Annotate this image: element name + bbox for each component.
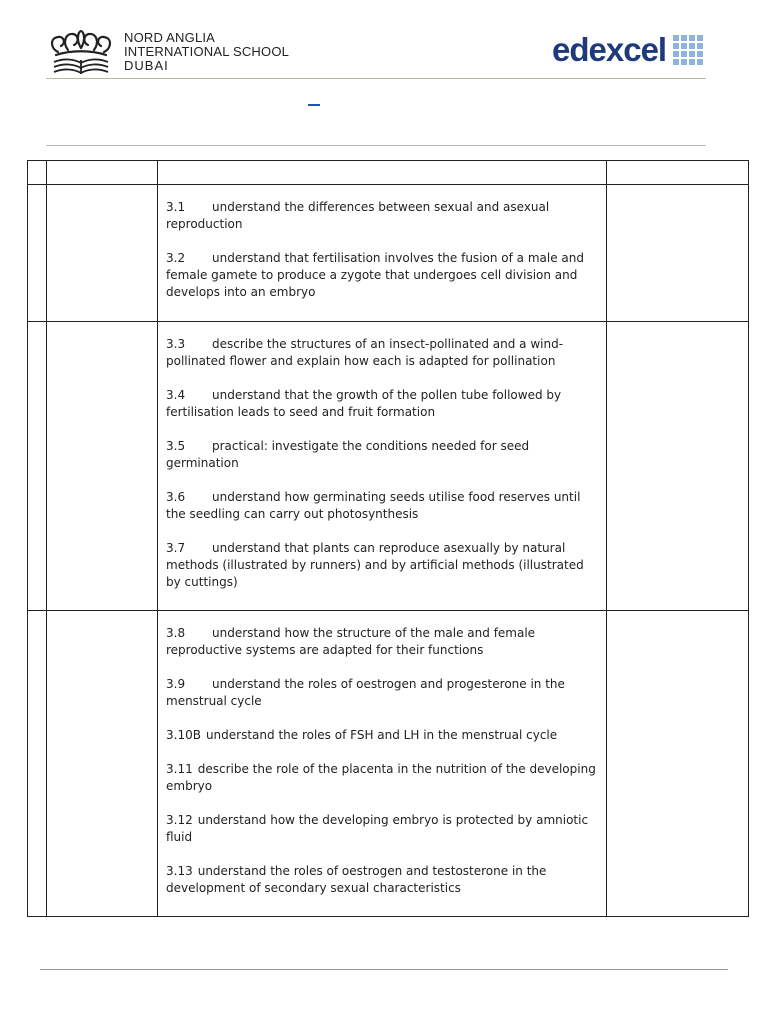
empty-cell bbox=[607, 322, 749, 611]
objective-number: 3.2 bbox=[166, 251, 186, 265]
objective-item bbox=[166, 489, 598, 523]
header-cell bbox=[158, 161, 607, 185]
objective-text: understand the roles of oestrogen and testosterone in the development of secondary sexual characteristics bbox=[166, 864, 547, 895]
footer-divider bbox=[40, 969, 728, 970]
objective-text: understand that the growth of the pollen tube followed by fertilisation leads to seed and fruit formation bbox=[166, 388, 562, 419]
objective-text: understand the roles of oestrogen and progesterone in the menstrual cycle bbox=[166, 677, 565, 708]
objective-text: describe the role of the placenta in the nutrition of the developing embryo bbox=[166, 762, 596, 793]
edexcel-logo bbox=[552, 30, 703, 70]
objective-text: practical: investigate the conditions needed for seed germination bbox=[166, 439, 530, 470]
objective-item bbox=[166, 676, 598, 710]
empty-cell bbox=[47, 322, 158, 611]
objective-text: understand how the developing embryo is protected by amniotic fluid bbox=[166, 813, 589, 844]
section-divider bbox=[46, 145, 706, 146]
empty-cell bbox=[28, 611, 47, 917]
objective-item bbox=[166, 336, 598, 370]
school-name-line3: DUBAI bbox=[124, 58, 169, 73]
empty-cell bbox=[28, 185, 47, 322]
table-header-row bbox=[28, 161, 749, 185]
objective-number: 3.3 bbox=[166, 337, 186, 351]
objective-item bbox=[166, 540, 598, 591]
objective-number: 3.12 bbox=[166, 813, 193, 827]
objective-text: understand how germinating seeds utilise food reserves until the seedling can carry out photosynthesis bbox=[166, 490, 581, 521]
objective-number: 3.7 bbox=[166, 541, 186, 555]
objective-item bbox=[166, 761, 598, 795]
objective-number: 3.1 bbox=[166, 200, 186, 214]
objective-number: 3.11 bbox=[166, 762, 193, 776]
empty-cell bbox=[47, 611, 158, 917]
blue-dash-mark bbox=[308, 104, 320, 106]
objective-text: describe the structures of an insect-pollinated and a wind-pollinated flower and explain how each is adapted for pollination bbox=[166, 337, 564, 368]
empty-cell bbox=[607, 185, 749, 322]
objective-number: 3.9 bbox=[166, 677, 186, 691]
objective-item bbox=[166, 250, 598, 301]
objective-text: understand that plants can reproduce asexually by natural methods (illustrated by runners) and by artificial methods (illustrated by cuttings) bbox=[166, 541, 584, 589]
objective-number: 3.6 bbox=[166, 490, 186, 504]
specification-table bbox=[27, 160, 749, 917]
header-cell bbox=[607, 161, 749, 185]
objective-text: understand the roles of FSH and LH in the menstrual cycle bbox=[205, 728, 558, 742]
objective-item bbox=[166, 199, 598, 233]
objective-number: 3.13 bbox=[166, 864, 193, 878]
empty-cell bbox=[607, 611, 749, 917]
objective-item bbox=[166, 438, 598, 472]
page-header bbox=[0, 0, 768, 80]
table-row bbox=[28, 322, 749, 611]
dot-grid-icon bbox=[673, 35, 703, 65]
school-name-line2: INTERNATIONAL SCHOOL bbox=[124, 44, 290, 59]
empty-cell bbox=[28, 322, 47, 611]
objective-item bbox=[166, 863, 598, 897]
objective-item bbox=[166, 387, 598, 421]
table-row bbox=[28, 611, 749, 917]
objective-number: 3.10B bbox=[166, 728, 201, 742]
objective-number: 3.4 bbox=[166, 388, 186, 402]
objectives-cell bbox=[158, 322, 607, 611]
objective-number: 3.8 bbox=[166, 626, 186, 640]
school-name-line1: NORD ANGLIA bbox=[124, 30, 216, 45]
header-cell bbox=[47, 161, 158, 185]
objectives-cell bbox=[158, 611, 607, 917]
brand-name: edexcel bbox=[552, 31, 667, 68]
table-row bbox=[28, 185, 749, 322]
objective-number: 3.5 bbox=[166, 439, 186, 453]
objective-item bbox=[166, 727, 598, 744]
empty-cell bbox=[47, 185, 158, 322]
school-name bbox=[124, 31, 289, 73]
header-cell bbox=[28, 161, 47, 185]
objective-text: understand that fertilisation involves the fusion of a male and female gamete to produce a zygote that undergoes cell division and develops into an embryo bbox=[166, 251, 584, 299]
objective-text: understand how the structure of the male and female reproductive systems are adapted for their functions bbox=[166, 626, 536, 657]
school-crest-icon bbox=[46, 30, 116, 76]
header-divider bbox=[46, 78, 706, 79]
objective-item bbox=[166, 812, 598, 846]
objectives-cell bbox=[158, 185, 607, 322]
objective-text: understand the differences between sexual and asexual reproduction bbox=[166, 200, 550, 231]
objective-item bbox=[166, 625, 598, 659]
